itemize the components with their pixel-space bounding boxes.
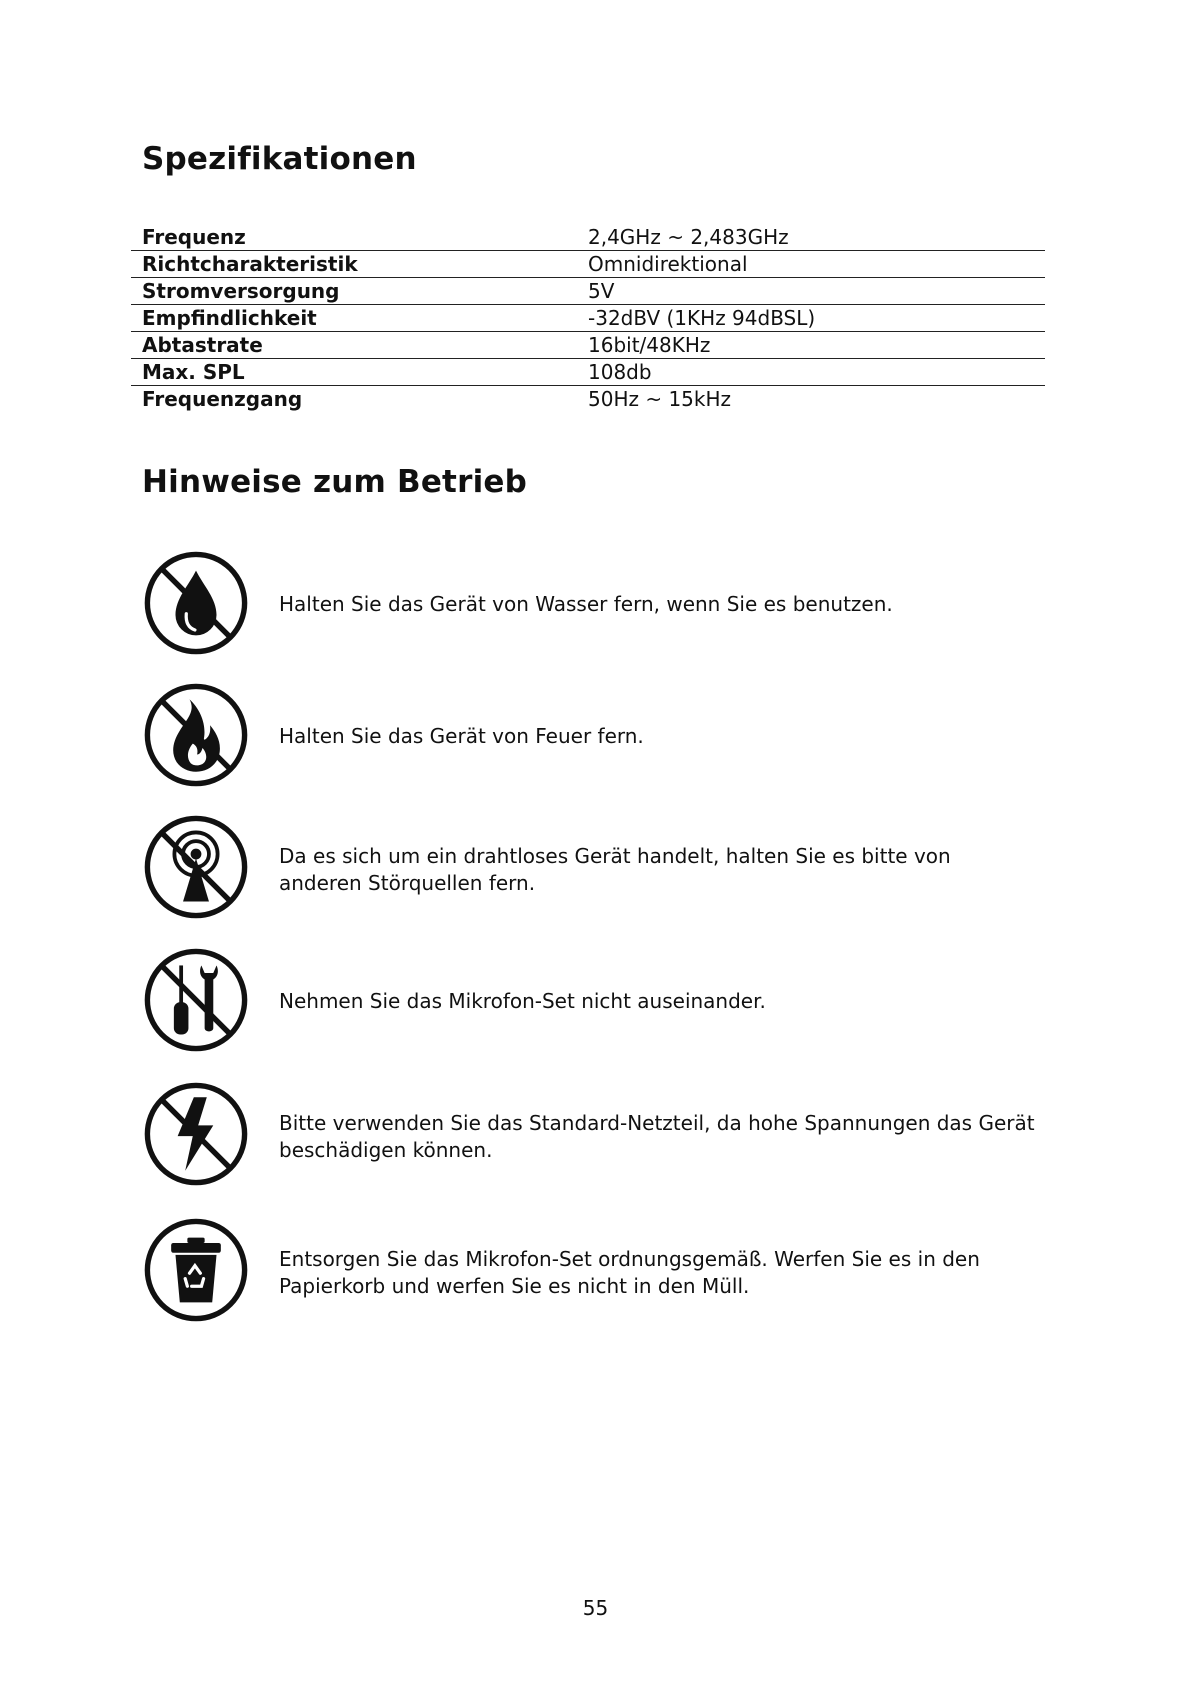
spec-value: -32dBV (1KHz 94dBSL) xyxy=(588,305,1045,332)
spec-table xyxy=(131,224,1045,412)
note-text: Nehmen Sie das Mikrofon-Set nicht auseinander. xyxy=(279,989,766,1013)
spec-row xyxy=(131,278,1045,305)
spec-label: Frequenzgang xyxy=(142,387,303,411)
spec-value: 108db xyxy=(588,359,1045,386)
no-disassembly-icon xyxy=(142,946,250,1054)
operation-section-title: Hinweise zum Betrieb xyxy=(142,464,528,500)
page-number: 55 xyxy=(582,1596,609,1620)
note-text: Halten Sie das Gerät von Wasser fern, wenn Sie es benutzen. xyxy=(279,592,893,616)
recycle-bin-icon xyxy=(142,1216,250,1324)
spec-row xyxy=(131,224,1045,251)
operation-note xyxy=(142,1080,1042,1192)
spec-label: Stromversorgung xyxy=(131,278,588,305)
operation-note xyxy=(142,681,1042,793)
spec-row xyxy=(131,251,1045,278)
no-water-icon xyxy=(142,549,250,657)
spec-value: 2,4GHz ~ 2,483GHz xyxy=(588,224,1045,251)
note-text: Halten Sie das Gerät von Feuer fern. xyxy=(279,724,644,748)
spec-label: Empfindlichkeit xyxy=(131,305,588,332)
spec-value: Omnidirektional xyxy=(588,251,1045,278)
spec-label: Frequenz xyxy=(131,224,588,251)
spec-row xyxy=(131,332,1045,359)
spec-row xyxy=(131,359,1045,386)
spec-label: Richtcharakteristik xyxy=(131,251,588,278)
spec-row xyxy=(131,305,1045,332)
note-text: Da es sich um ein drahtloses Gerät handelt, halten Sie es bitte von anderen Störquellen fern. xyxy=(279,844,951,895)
operation-note xyxy=(142,1216,1042,1328)
spec-value: 16bit/48KHz xyxy=(588,332,1045,359)
no-fire-icon xyxy=(142,681,250,789)
operation-note xyxy=(142,813,1042,925)
spec-section-title: Spezifikationen xyxy=(142,141,417,177)
spec-label: Abtastrate xyxy=(131,332,588,359)
spec-value: 50Hz ~ 15kHz xyxy=(588,387,732,411)
no-radio-interference-icon xyxy=(142,813,250,921)
spec-row xyxy=(131,386,1045,413)
operation-note xyxy=(142,549,1042,661)
spec-label: Max. SPL xyxy=(131,359,588,386)
operation-note xyxy=(142,946,1042,1058)
note-text: Bitte verwenden Sie das Standard-Netzteil, da hohe Spannungen das Gerät beschädigen können. xyxy=(279,1111,1035,1162)
spec-value: 5V xyxy=(588,278,1045,305)
no-high-voltage-icon xyxy=(142,1080,250,1188)
note-text: Entsorgen Sie das Mikrofon-Set ordnungsgemäß. Werfen Sie es in den Papierkorb und werfen Sie es nicht in den Müll. xyxy=(279,1247,980,1298)
